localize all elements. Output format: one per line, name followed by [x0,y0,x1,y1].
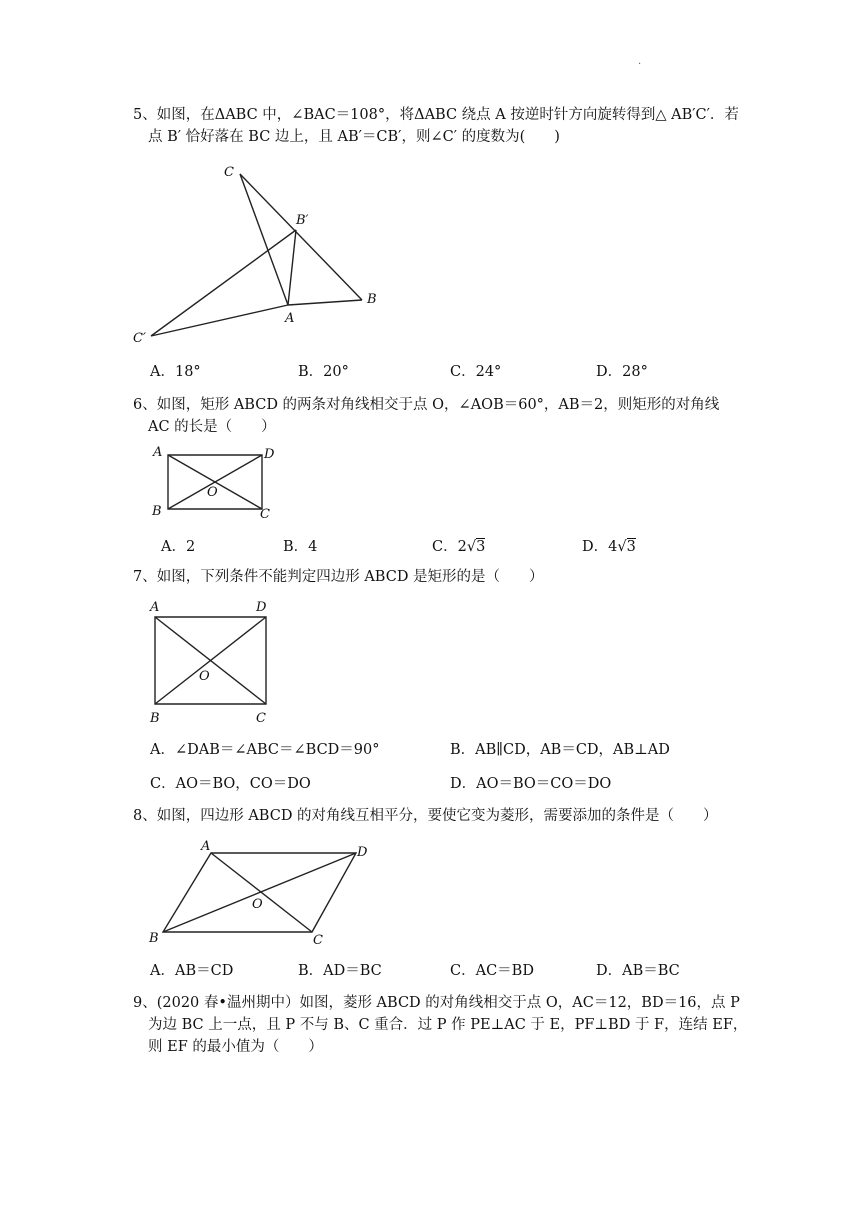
q6-option-c-radicand: 3 [476,539,486,555]
q9-text-line1: 9、(2020 春•温州期中）如图，菱形 ABCD 的对角线相交于点 O，AC＝12，BD＝16，点 P [133,995,740,1011]
q6-option-a[interactable]: A．2 [161,539,196,555]
q8-label-O: O [252,897,263,912]
q8-option-b[interactable]: B．AD＝BC [298,963,382,979]
q6-option-d-radicand: 3 [626,539,636,555]
q7-option-a[interactable]: A．∠DAB＝∠ABC＝∠BCD＝90° [150,742,380,758]
q5-label-C: C [224,165,234,180]
q6-label-D: D [264,447,275,462]
q6-label-C: C [260,507,270,522]
q8-text-line1: 8、如图，四边形 ABCD 的对角线互相平分，要使它变为菱形，需要添加的条件是（ ） [133,808,718,824]
q5-option-b[interactable]: B．20° [298,364,349,380]
q7-option-b[interactable]: B．AB∥CD，AB＝CD，AB⊥AD [450,742,670,758]
q8-diagonal-AC [211,853,312,932]
q5-label-B: B [367,292,377,307]
q5-label-A: A [285,311,295,326]
q8-option-d[interactable]: D．AB＝BC [596,963,680,979]
q7-label-A: A [150,600,160,615]
q6-text-line2: AC 的长是（ ） [148,419,276,435]
header-mark: . [638,56,642,67]
q5-text-line1: 5、如图，在ΔABC 中，∠BAC＝108°，将ΔABC 绕点 A 按逆时针方向旋转得到△ AB′C′．若 [133,107,739,123]
q8-label-A: A [201,839,211,854]
q6-option-d-sqrt-icon: √ [617,539,627,555]
q6-option-c-sqrt-icon: √ [466,539,477,555]
q7-option-c[interactable]: C．AO＝BO，CO＝DO [150,776,311,792]
q8-diagonal-BD [163,853,356,932]
q8-label-C: C [313,933,323,948]
q5-label-Bp: B′ [296,213,309,228]
q7-option-d[interactable]: D．AO＝BO＝CO＝DO [450,776,612,792]
q7-label-D: D [256,600,267,615]
q6-label-B: B [152,504,162,519]
q9-text-line2: 为边 BC 上一点，且 P 不与 B、C 重合．过 P 作 PE⊥AC 于 E，PF⊥BD 于 F，连结 EF， [148,1017,748,1033]
q5-option-a[interactable]: A．18° [150,364,201,380]
q5-label-Cp: C′ [133,331,146,346]
q6-label-A: A [153,445,163,460]
q6-label-O: O [207,485,218,500]
q5-option-c[interactable]: C．24° [450,364,502,380]
q7-text-line1: 7、如图，下列条件不能判定四边形 ABCD 是矩形的是（ ） [133,569,544,585]
q7-label-B: B [150,711,160,726]
q9-text-line3: 则 EF 的最小值为（ ） [148,1039,323,1055]
q5-option-d[interactable]: D．28° [596,364,648,380]
q6-option-c-label: C．2 [432,539,467,555]
q8-option-a[interactable]: A．AB＝CD [150,963,234,979]
q8-option-c[interactable]: C．AC＝BD [450,963,534,979]
q6-text-line1: 6、如图，矩形 ABCD 的两条对角线相交于点 O，∠AOB＝60°，AB＝2，则矩形的对角线 [133,397,720,413]
q7-label-O: O [199,669,210,684]
q7-label-C: C [256,711,266,726]
q6-option-b[interactable]: B．4 [283,539,318,555]
q8-label-D: D [357,845,368,860]
q5-text-line2: 点 B′ 恰好落在 BC 边上，且 AB′＝CB′，则∠C′ 的度数为( ) [148,129,560,145]
q8-label-B: B [149,931,159,946]
q6-option-d-label: D．4 [582,539,618,555]
